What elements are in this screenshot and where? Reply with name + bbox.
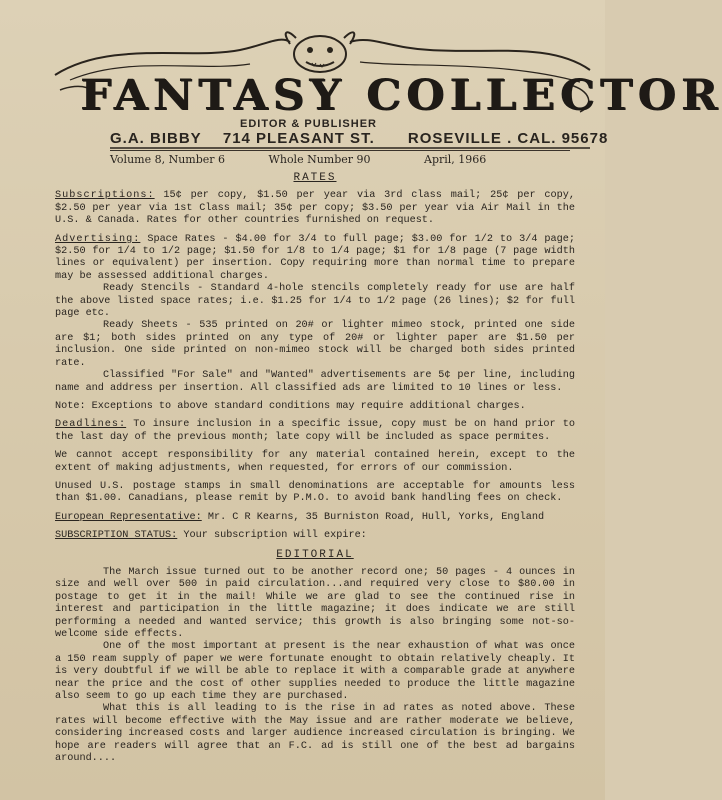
deadlines-paragraph bbox=[55, 419, 575, 444]
advertising-paragraph bbox=[55, 234, 575, 284]
content-body bbox=[55, 172, 575, 771]
street-address: 714 PLEASANT ST. bbox=[222, 130, 375, 147]
responsibility-paragraph: We cannot accept responsibility for any material contained herein, except to the extent of making adjustments, when requested, for errors of our commission. bbox=[55, 450, 575, 474]
issue-volume: Volume 8, Number 6 bbox=[110, 153, 226, 166]
stencils-paragraph: Ready Stencils - Standard 4-hole stencils completely ready for use are half the above listed space rates; i.e. $1.25 for 1/4 to 1/2 page (26 lines); $2 for full page etc. bbox=[55, 283, 575, 320]
editor-name: G.A. BIBBY bbox=[110, 130, 202, 147]
european-text: Mr. C R Kearns, 35 Burniston Road, Hull, Yorks, England bbox=[201, 511, 545, 523]
masthead-subtitle: EDITOR & PUBLISHER bbox=[240, 118, 377, 130]
editorial-heading: EDITORIAL bbox=[276, 548, 354, 561]
european-paragraph bbox=[55, 512, 575, 524]
deadlines-lead: Deadlines: bbox=[55, 419, 127, 431]
subscriptions-text: 15¢ per copy, $1.50 per year via 3rd class mail; 25¢ per copy, $2.50 per year via 1st Class mail; 35¢ per copy; $3.50 per year via Air Mail in the U.S. & Canada. Rates for other countries furnished on request. bbox=[55, 190, 575, 227]
sheets-paragraph: Ready Sheets - 535 printed on 20# or lighter mimeo stock, printed one side are $1; both sides printed on any type of 20# or lighter paper are $1.50 per inclusion. One side printed on non-mimeo stock will be charged both sides printed rate. bbox=[55, 320, 575, 369]
status-lead: SUBSCRIPTION STATUS: bbox=[55, 530, 178, 542]
editorial-paragraph-1: The March issue turned out to be another record one; 50 pages - 4 ounces in size and well over 500 in paid circulation...and required very close to $80.00 in postage to get it in the mail! While we are glad to see the continued rise in interest and participation in the little magazine; it does indicate we are still performing a needed and wanted service; this growth is also bringing some not-so-welcome side effects. bbox=[55, 566, 575, 640]
advertising-lead: Advertising: bbox=[55, 233, 141, 245]
status-text: Your subscription will expire: bbox=[177, 530, 367, 542]
issue-whole-number: Whole Number 90 bbox=[268, 153, 371, 166]
status-paragraph bbox=[55, 530, 575, 542]
advertising-block bbox=[55, 234, 575, 395]
rates-heading: RATES bbox=[293, 172, 337, 184]
european-lead: European Representative: bbox=[55, 511, 202, 523]
demon-head-icon bbox=[286, 32, 355, 72]
issue-line bbox=[110, 150, 570, 166]
editorial-paragraph-2: One of the most important at present is the near exhaustion of what was once a 150 ream supply of paper we were fortunate enought to obtain relatively cheaply. It is very doubtful if we will be able to replace it with a comparable grade at anywhere near the price and the cost of other supplies needed to produce the little magazine also seem to go up each time they are purchased. bbox=[55, 641, 575, 703]
classified-paragraph: Classified "For Sale" and "Wanted" advertisements are 5¢ per line, including name and address per insertion. All classified ads are limited to 10 lines or less. bbox=[55, 370, 575, 394]
stamps-paragraph: Unused U.S. postage stamps in small denominations are acceptable for amounts less than $1.00. Canadians, please remit by P.M.O. to avoid bank handling fees on check. bbox=[55, 480, 575, 505]
masthead-address bbox=[110, 130, 609, 147]
masthead bbox=[50, 30, 722, 160]
masthead-title: FANTASY COLLECTOR bbox=[80, 71, 722, 120]
advertising-text: Space Rates - $4.00 for 3/4 to full page; $3.00 for 1/2 to 3/4 page; $2.50 for 1/4 to 1/2 page; $1.50 for 1/8 to 1/4 page; $1 for 1/8 page (7 page width lines or equivalent) per insertion. Copy requiring more than normal time to prepare may be assessed additional charges. bbox=[55, 233, 575, 282]
issue-date: April, 1966 bbox=[424, 153, 487, 166]
subscriptions-paragraph bbox=[55, 190, 575, 227]
city-address: ROSEVILLE . CAL. 95678 bbox=[407, 130, 609, 147]
note-paragraph: Note: Exceptions to above standard conditions may require additional charges. bbox=[55, 400, 526, 412]
deadlines-text: To insure inclusion in a specific issue, copy must be on hand prior to the last day of the previous month; late copy will be included as space permites. bbox=[55, 419, 575, 443]
subscriptions-lead: Subscriptions: bbox=[55, 190, 155, 202]
editorial-paragraph-3: What this is all leading to is the rise in ad rates as noted above. These rates will become effective with the May issue and are rather moderate we believe, considering increased costs and larger audience increased circulation is bringing. We hope are readers will agree that an F.C. ad is still one of the best ad bargains around.... bbox=[55, 703, 575, 765]
